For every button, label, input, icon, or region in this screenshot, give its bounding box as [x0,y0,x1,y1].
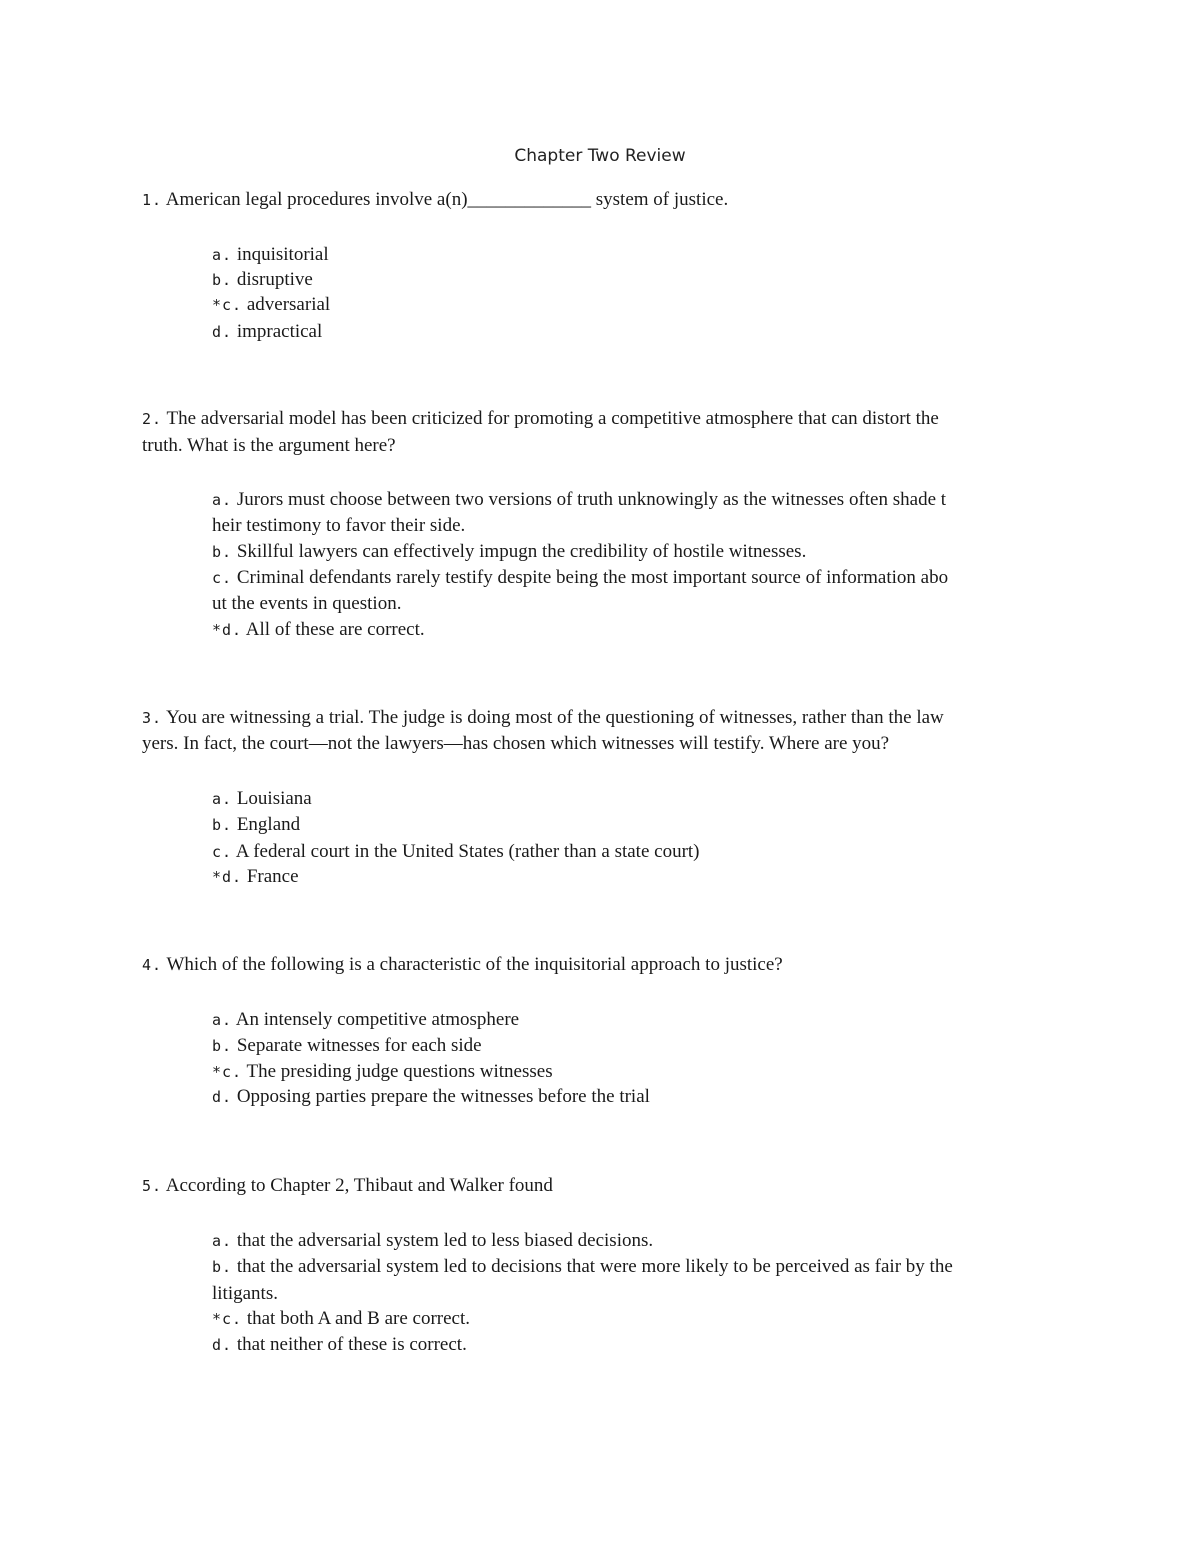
option-5d [212,1332,1057,1358]
option-4c-correct [212,1059,1057,1085]
question-text: According to Chapter 2, Thibaut and Walker found [165,1175,553,1196]
option-3b [212,812,1057,838]
question-5 [142,1172,1057,1200]
option-label: a. [212,1232,233,1250]
option-text: Louisiana [236,788,312,809]
option-text: An intensely competitive atmosphere [235,1009,520,1030]
option-2c-continued [212,591,1057,617]
option-label: *d. [212,621,243,639]
option-label: *c. [212,296,243,314]
question-2 [142,405,1057,433]
option-5a [212,1228,1057,1254]
option-1c-correct [212,292,1057,318]
option-text-line2: heir testimony to favor their side. [212,515,466,536]
option-text: that both A and B are correct. [246,1308,471,1329]
option-1a [212,242,1057,268]
option-text-line2: ut the events in question. [212,593,402,614]
question-number: 2. [142,410,163,428]
option-1d [212,319,1057,345]
option-5c-correct [212,1306,1057,1332]
question-4 [142,951,1057,979]
option-label: a. [212,491,233,509]
option-5b [212,1254,1057,1280]
option-label: *d. [212,868,243,886]
option-text-line1: Criminal defendants rarely testify despite being the most important source of information abo [236,567,949,588]
option-label: c. [212,843,233,861]
option-text: that neither of these is correct. [236,1334,467,1355]
question-text: American legal procedures involve a(n)_____________ system of justice. [165,189,729,210]
question-text-line2: truth. What is the argument here? [142,435,396,456]
option-4a [212,1007,1057,1033]
option-2a [212,487,1057,513]
option-label: d. [212,1336,233,1354]
question-number: 1. [142,191,163,209]
question-number: 3. [142,709,163,727]
option-text: Separate witnesses for each side [236,1035,482,1056]
option-5b-continued [212,1280,1057,1307]
option-label: b. [212,543,233,561]
option-label: a. [212,246,233,264]
question-text-line2: yers. In fact, the court—not the lawyers—has chosen which witnesses will testify. Where are you? [142,733,890,754]
question-3-continued [142,730,1057,757]
option-2a-continued [212,513,1057,539]
option-text: that the adversarial system led to less biased decisions. [236,1230,654,1251]
option-label: c. [212,569,233,587]
option-1b [212,267,1057,293]
option-text: Skillful lawyers can effectively impugn the credibility of hostile witnesses. [236,541,807,562]
option-label: a. [212,790,233,808]
option-label: b. [212,271,233,289]
option-text: All of these are correct. [245,619,425,640]
question-number: 4. [142,956,163,974]
option-3c [212,839,1057,865]
option-label: d. [212,1088,233,1106]
question-text: Which of the following is a characteristic of the inquisitorial approach to justice? [166,954,783,975]
option-3d-correct [212,864,1057,890]
option-3a [212,786,1057,812]
question-text-line1: The adversarial model has been criticized for promoting a competitive atmosphere that can distort the [166,408,939,429]
option-label: *c. [212,1063,243,1081]
option-text: Opposing parties prepare the witnesses before the trial [236,1086,650,1107]
option-text: disruptive [236,269,313,290]
option-text: adversarial [246,294,331,315]
question-1 [142,186,1057,214]
option-label: d. [212,323,233,341]
option-2b [212,539,1057,565]
option-text: A federal court in the United States (rather than a state court) [235,841,700,862]
option-text: The presiding judge questions witnesses [246,1061,553,1082]
option-text: inquisitorial [236,244,329,265]
option-label: a. [212,1011,233,1029]
option-text: France [246,866,299,887]
option-2d-correct [212,617,1057,643]
question-text-line1: You are witnessing a trial. The judge is doing most of the questioning of witnesses, rather than the law [166,707,944,728]
option-4b [212,1033,1057,1059]
page-title: Chapter Two Review [514,146,686,166]
option-label: *c. [212,1310,243,1328]
option-text: England [236,814,301,835]
option-label: b. [212,816,233,834]
option-text-line1: Jurors must choose between two versions of truth unknowingly as the witnesses often shade t [236,489,947,510]
option-text-line2: litigants. [212,1283,278,1304]
option-text-line1: that the adversarial system led to decisions that were more likely to be perceived as fair by the [236,1256,953,1277]
question-number: 5. [142,1177,163,1195]
option-text: impractical [236,321,323,342]
question-3 [142,704,1057,732]
option-label: b. [212,1037,233,1055]
option-label: b. [212,1258,233,1276]
option-4d [212,1084,1057,1110]
option-2c [212,565,1057,591]
question-2-continued [142,432,1057,459]
